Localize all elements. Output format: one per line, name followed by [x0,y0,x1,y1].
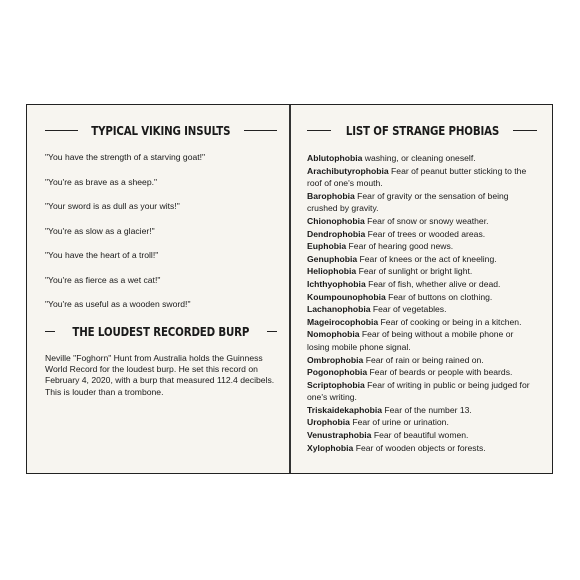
insult-item: "You have the heart of a troll!" [45,250,159,260]
phobia-term: Heliophobia [307,266,357,277]
phobia-desc: Fear of urine or urination. [349,417,449,428]
phobia-term: Koumpounophobia [307,291,386,302]
phobia-desc: Fear of the number 13. [382,404,472,415]
phobia-item [307,215,537,228]
phobia-term: Dendrophobia [307,228,366,239]
phobia-term: Chionophobia [307,215,365,226]
heading-rule-left [45,331,55,332]
phobia-term: Triskaidekaphobia [307,404,382,415]
phobia-term: Scriptophobia [307,379,365,390]
insult-item: "Your sword is as dull as your wits!" [45,201,180,211]
left-page [27,105,289,473]
phobia-term: Arachibutyrophobia [307,165,389,176]
phobia-term: Mageirocophobia [307,316,379,327]
phobia-desc: Fear of being without a mobile phone or losing mobile phone signal. [307,329,514,352]
phobia-item [307,278,537,291]
phobia-item [307,228,537,241]
phobias-list [307,152,537,454]
phobia-desc: Fear of wooden objects or forests. [353,442,486,453]
phobia-term: Barophobia [307,190,355,201]
phobia-desc: Fear of beards or people with beards. [367,367,513,378]
phobia-item [307,265,537,278]
heading-rule-left [45,130,78,131]
phobia-item [307,316,537,329]
phobia-desc: washing, or cleaning oneself. [362,153,476,163]
insults-title: TYPICAL VIKING INSULTS [91,123,231,138]
phobia-item [307,429,537,442]
insult-item: "You have the strength of a starving goat!" [45,152,206,162]
phobia-item [307,328,537,353]
burp-paragraph: Neville "Foghorn" Hunt from Australia holds the Guinness World Record for the loudest burp. He set this record on February 4, 2020, with a burp that measured 112.4 decibels. This is louder than a trombone. [45,352,275,397]
phobia-item [307,240,537,253]
phobia-desc: Fear of vegetables. [370,304,447,315]
phobia-item [307,354,537,367]
burp-title: THE LOUDEST RECORDED BURP [72,323,250,339]
phobia-desc: Fear of rain or being rained on. [363,354,484,365]
phobia-desc: Fear of cooking or being in a kitchen. [378,316,522,327]
phobia-item [307,152,537,165]
phobias-title: LIST OF STRANGE PHOBIAS [345,123,499,138]
phobia-desc: Fear of writing in public or being judged for one's writing. [307,379,530,403]
phobia-item [307,404,537,417]
insult-item: "You're as fierce as a wet cat!" [45,274,161,285]
phobia-term: Ichthyophobia [307,278,366,289]
insult-item: "You're as useful as a wooden sword!" [45,299,191,309]
phobia-item [307,379,537,404]
insults-heading [45,123,277,138]
phobia-term: Ombrophobia [307,354,364,365]
insult-item: "You're as slow as a glacier!" [45,225,155,236]
phobia-desc: Fear of buttons on clothing. [385,291,493,302]
phobia-term: Pogonophobia [307,367,368,378]
phobia-term: Ablutophobia [307,153,363,163]
phobia-term: Euphobia [307,241,347,252]
phobia-term: Genuphobia [307,253,358,264]
phobia-item [307,303,537,316]
phobia-item [307,416,537,429]
phobia-desc: Fear of beautiful women. [371,430,469,441]
phobia-item [307,253,537,266]
phobia-term: Xylophobia [307,442,354,453]
right-page [289,105,551,473]
heading-rule-left [307,130,331,131]
heading-rule-right [244,130,277,131]
phobias-heading [307,123,537,138]
book-spread [26,104,553,474]
phobia-desc: Fear of knees or the act of kneeling. [357,253,497,264]
phobia-desc: Fear of fish, whether alive or dead. [365,278,501,289]
phobia-desc: Fear of trees or wooded areas. [365,228,486,239]
phobia-item [307,291,537,304]
burp-heading [45,324,277,339]
phobia-item [307,366,537,379]
phobia-item [307,165,537,190]
phobia-item [307,442,537,455]
phobia-term: Nomophobia [307,329,360,340]
phobia-term: Urophobia [307,417,350,428]
phobia-desc: Fear of hearing good news. [346,241,454,252]
heading-rule-right [267,331,277,332]
phobia-desc: Fear of snow or snowy weather. [364,215,489,226]
phobia-desc: Fear of gravity or the sensation of being crushed by gravity. [307,190,509,214]
insults-list [45,152,277,309]
phobia-desc: Fear of peanut butter sticking to the roof of one's mouth. [307,165,527,189]
phobia-desc: Fear of sunlight or bright light. [356,266,473,277]
phobia-term: Venustraphobia [307,430,372,441]
insult-item: "You're as brave as a sheep." [45,176,158,187]
phobia-item [307,190,537,215]
heading-rule-right [513,130,537,131]
phobia-term: Lachanophobia [307,304,371,315]
